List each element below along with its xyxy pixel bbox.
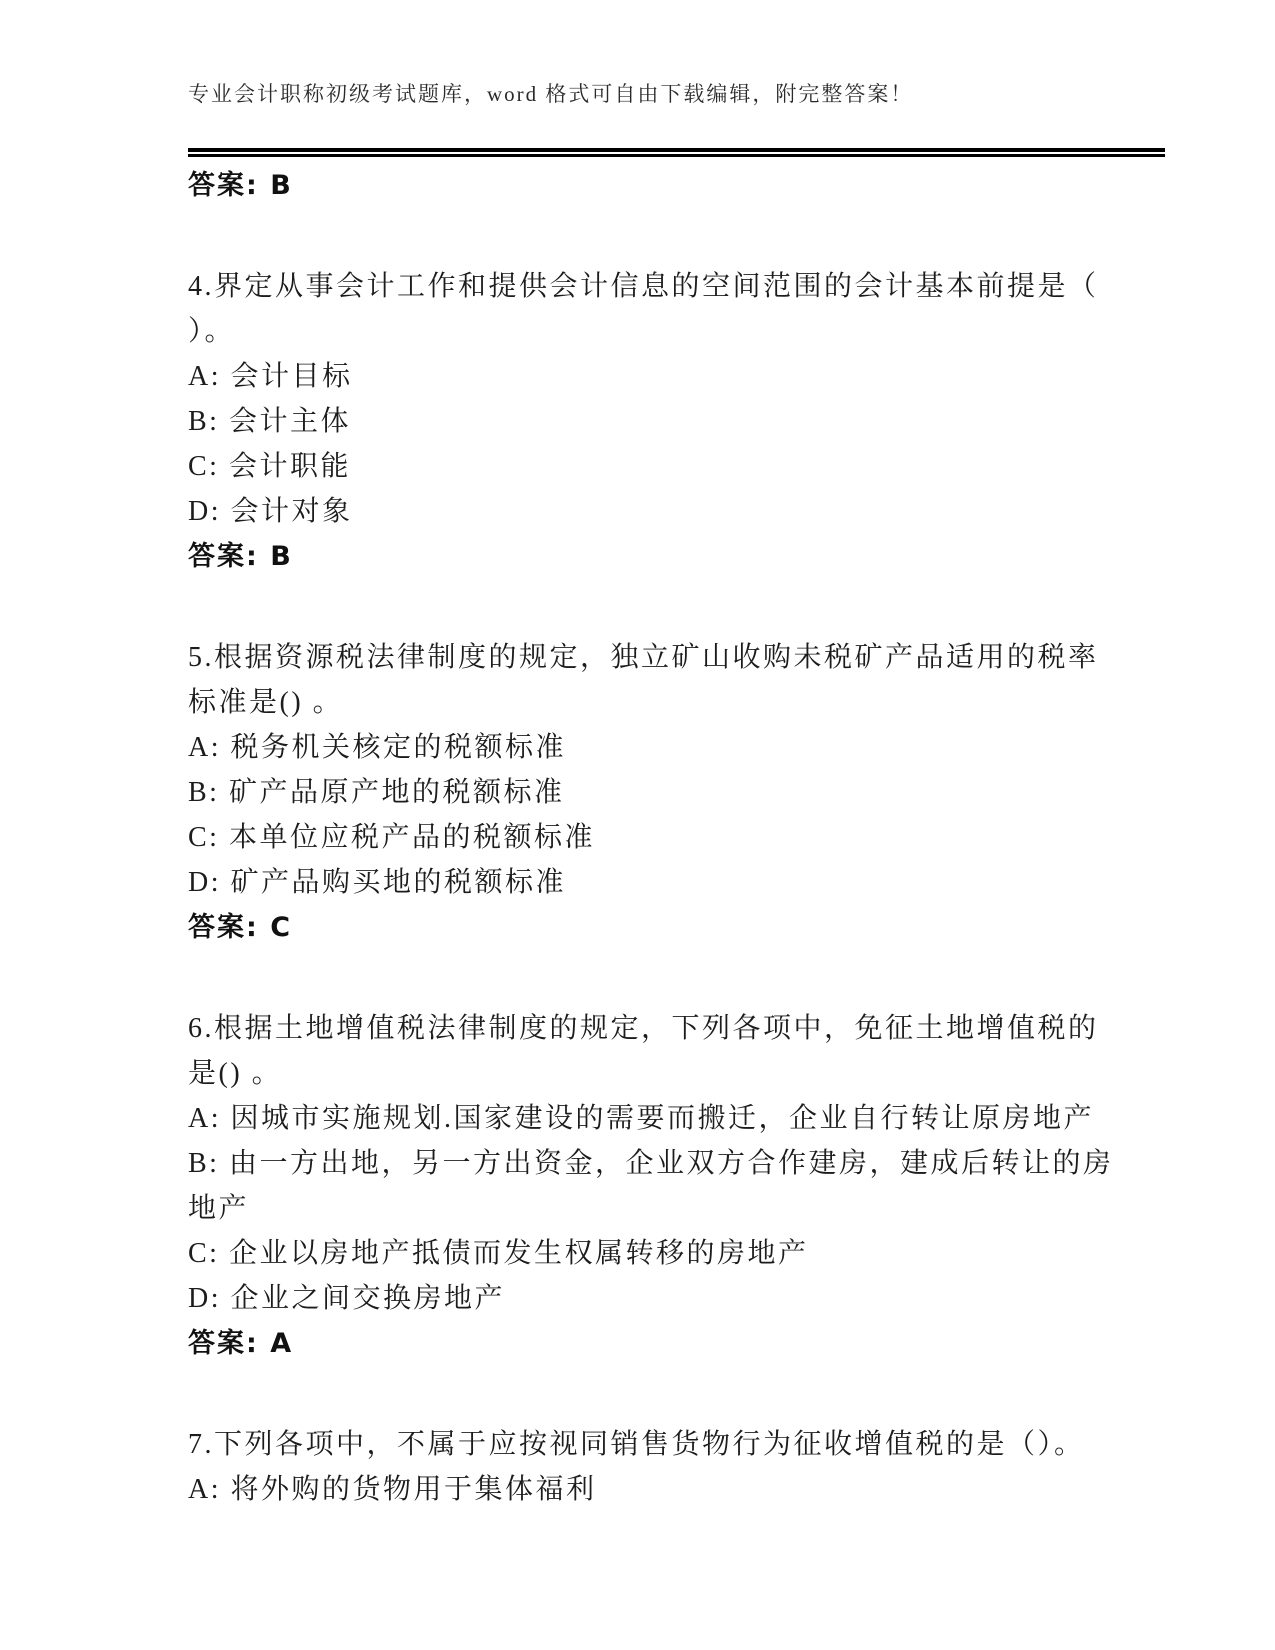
- question-5: [188, 635, 1165, 950]
- answer-line: 答案: B: [188, 541, 293, 572]
- question-4: [188, 264, 1165, 579]
- option-line-b: B: 会计主体: [188, 406, 351, 437]
- answer-line: 答案: C: [188, 912, 293, 943]
- option-line-d: D: 会计对象: [188, 496, 353, 527]
- question-stem-line: 5.根据资源税法律制度的规定，独立矿山收购未税矿产品适用的税率: [188, 642, 1099, 673]
- option-line-a: A: 因城市实施规划.国家建设的需要而搬迁，企业自行转让原房地产: [188, 1103, 1095, 1134]
- page-header-title: 专业会计职称初级考试题库，word 格式可自由下载编辑，附完整答案！: [188, 82, 914, 106]
- question-spacer: [188, 579, 1165, 635]
- question-stem-line: 4.界定从事会计工作和提供会计信息的空间范围的会计基本前提是（: [188, 271, 1099, 302]
- question-stem-line: ）。: [188, 316, 236, 347]
- question-stem-line: 标准是() 。: [188, 687, 344, 718]
- option-line-d: D: 企业之间交换房地产: [188, 1283, 506, 1314]
- option-line-c: C: 本单位应税产品的税额标准: [188, 822, 595, 853]
- answer-line: 答案: A: [188, 1328, 294, 1359]
- question-spacer: [188, 950, 1165, 1006]
- question-stem-line: 是() 。: [188, 1058, 283, 1089]
- option-line-c: C: 企业以房地产抵债而发生权属转移的房地产: [188, 1238, 809, 1269]
- option-line-a: A: 税务机关核定的税额标准: [188, 732, 567, 763]
- option-line-b-wrap: 地产: [188, 1193, 250, 1224]
- question-7: [188, 1422, 1165, 1512]
- answer-line-carryover: 答案: B: [188, 170, 293, 201]
- document-body: [188, 163, 1165, 1512]
- option-line-c: C: 会计职能: [188, 451, 351, 482]
- header-divider-double-rule: [188, 148, 1165, 157]
- question-spacer: [188, 208, 1165, 264]
- question-stem-line: 7.下列各项中，不属于应按视同销售货物行为征收增值税的是（）。: [188, 1429, 1085, 1460]
- option-line-d: D: 矿产品购买地的税额标准: [188, 867, 567, 898]
- option-line-a: A: 将外购的货物用于集体福利: [188, 1474, 597, 1505]
- option-line-b: B: 由一方出地，另一方出资金，企业双方合作建房，建成后转让的房: [188, 1148, 1114, 1179]
- question-6: [188, 1006, 1165, 1366]
- option-line-a: A: 会计目标: [188, 361, 353, 392]
- option-line-b: B: 矿产品原产地的税额标准: [188, 777, 565, 808]
- question-spacer: [188, 1366, 1165, 1422]
- question-stem-line: 6.根据土地增值税法律制度的规定，下列各项中，免征土地增值税的: [188, 1013, 1099, 1044]
